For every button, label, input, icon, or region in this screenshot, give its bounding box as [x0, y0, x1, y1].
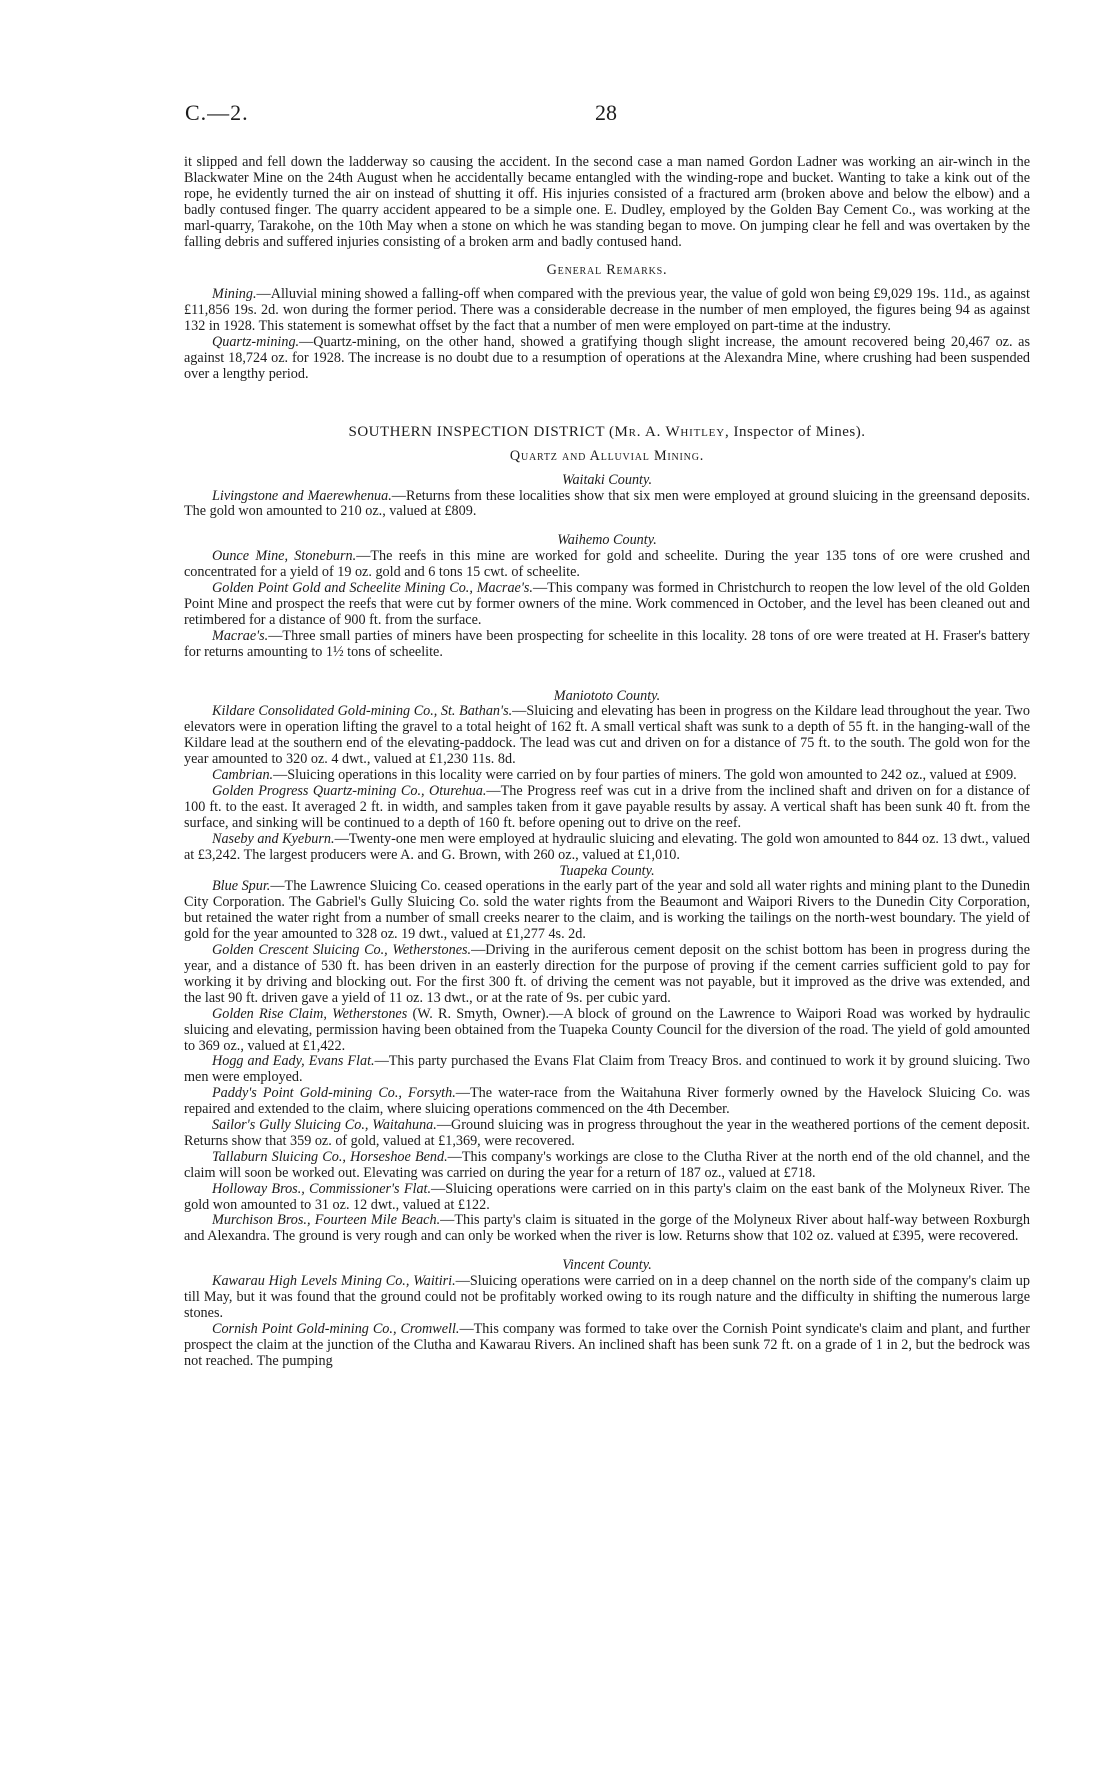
paragraph: Sailor's Gully Sluicing Co., Waitahuna.—Ground sluicing was in progress throughout the year in the weathered portions of the cement deposit. Returns show that 359 oz. of gold, valued at £1,369, were recovered. — [184, 1117, 1030, 1149]
entry-text: —Alluvial mining showed a falling-off when compared with the previous year, the value of gold won being £9,029 19s. 11d., as against £11,856 19s. 2d. won during the former period. There was a considerable decrease in the number of men employed, the figures being 94 as against 132 in 1928. This statement is somewhat offset by the fact that a number of men were employed on part-time at the industry. — [184, 286, 1030, 335]
paragraph: Golden Crescent Sluicing Co., Wetherstones.—Driving in the auriferous cement deposit on the schist bottom has been in progress during the year, and a distance of 530 ft. has been driven in an easterly direction for the purpose of proving if the cement carries sufficient gold to pay for working it by driving and blocking out. For the first 300 ft. of driving the cement was not payable, but it improved as the drive was extended, and the last 90 ft. driven gave a yield of 11 oz. 13 dwt., or at the rate of 9s. per cubic yard. — [184, 942, 1030, 1006]
county-heading-tuapeka: Tuapeka County. — [559, 862, 655, 879]
county-heading-vincent: Vincent County. — [562, 1257, 652, 1274]
paragraph: Kawarau High Levels Mining Co., Waitiri.—Sluicing operations were carried on in a deep channel on the north side of the company's claim up till May, but it was found that the ground could not be profitably worked owing to its rough nature and the difficulty in shifting the numerous large stones. — [184, 1273, 1030, 1321]
county-heading-maniototo: Maniototo County. — [553, 687, 661, 704]
entry-label: Mining. — [212, 286, 257, 303]
page-number: 28 — [595, 100, 617, 125]
paragraph: Paddy's Point Gold-mining Co., Forsyth.—The water-race from the Waitahuna River formerly owned by the Havelock Sluicing Co. was repaired and extended to the claim, where sluicing operations commenced on the 4th December. — [184, 1085, 1031, 1118]
paragraph: Hogg and Eady, Evans Flat.—This party purchased the Evans Flat Claim from Treacy Bros. and continued to work it by ground sluicing. Two men were employed. — [184, 1053, 1030, 1086]
county-heading-waitaki: Waitaki County. — [561, 471, 653, 488]
paragraph: Holloway Bros., Commissioner's Flat.—Sluicing operations were carried on in this party's claim on the east bank of the Molyneux River. The gold won amounted to 31 oz. 12 dwt., valued at £122. — [184, 1180, 1031, 1213]
paragraph: Golden Rise Claim, Wetherstones (W. R. Smyth, Owner).—A block of ground on the Lawrence to Waipori Road was worked by hydraulic sluicing and elevating, permission having been obtained from the Tuapeka County Council for the diversion of the road. The yield of gold amounted to 369 oz., valued at £1,422. — [184, 1005, 1031, 1054]
paragraph — [184, 335, 1030, 383]
paragraph: Tallaburn Sluicing Co., Horseshoe Bend.—This company's workings are close to the Clutha River at the north end of the old channel, and the claim will soon be worked out. Elevating was carried on during the year for a return of 187 oz., valued at £718. — [184, 1148, 1030, 1181]
district-subheading: Quartz and Alluvial Mining. — [509, 447, 705, 464]
paragraph: Golden Point Gold and Scheelite Mining Co., Macrae's.—This company was formed in Christchurch to reopen the low level of the old Golden Point Mine and prospect the reefs that were cut by former owners of the mine. Work commenced in October, and the level has been cleaned out and retimbered for a distance of 900 ft. from the surface. — [184, 580, 1031, 628]
section-heading-general-remarks: General Remarks. — [546, 262, 668, 279]
entry-label: Quartz-mining. — [212, 334, 300, 351]
paragraph: Kildare Consolidated Gold-mining Co., St. Bathan's.—Sluicing and elevating has been in progress on the Kildare lead throughout the year. Two elevators were in operation lifting the gravel to a total height of 162 ft. A small vertical shaft was sunk to a depth of 55 ft. in the hanging-wall of the Kildare lead at the southern end of the elevating-paddock. The lead was cut and driven on for a distance of 75 ft. to the south. The gold won for the year amounted to 320 oz. 4 dwt., valued at £1,230 11s. 8d. — [184, 703, 1030, 768]
entry-text: —Quartz-mining, on the other hand, showed a gratifying though slight increase, the amount recovered being 20,467 oz. as against 18,724 oz. for 1928. The increase is no doubt due to a resumption of operations at the Alexandra Mine, where crushing had been suspended over a lengthy period. — [184, 334, 1030, 382]
paragraph: Cambrian.—Sluicing operations in this locality were carried on by four parties of miners. The gold won amounted to 242 oz., valued at £909. — [212, 767, 1017, 784]
paragraph: Cornish Point Gold-mining Co., Cromwell.—This company was formed to take over the Cornish Point syndicate's claim and plant, and further prospect the claim at the junction of the Clutha and Kawarau Rivers. An inclined shaft has been sunk 72 ft. on a grade of 1 in 2, but the bedrock was not reached. The pumping — [184, 1320, 1030, 1369]
paragraph: Livingstone and Maerewhenua.—Returns from these localities show that six men were employed at ground sluicing in the greensand deposits. The gold won amounted to 210 oz., valued at £809. — [184, 487, 1031, 520]
county-heading-waihemo: Waihemo County. — [557, 532, 657, 549]
paragraph: Naseby and Kyeburn.—Twenty-one men were employed at hydraulic sluicing and elevating. The gold won amounted to 844 oz. 13 dwt., valued at £3,242. The largest producers were A. and G. Brown, with 260 oz., valued at £1,010. — [184, 830, 1030, 863]
paragraph: Golden Progress Quartz-mining Co., Oturehua.—The Progress reef was cut in a drive from the inclined shaft and driven on for a distance of 100 ft. to the east. It averaged 2 ft. in width, and samples taken from it gave payable results by assay. A vertical shaft has been sunk 40 ft. from the surface, and sinking will be continued to a depth of 160 ft. before opening out to drive on the reef. — [184, 783, 1030, 831]
paragraph: it slipped and fell down the ladderway so causing the accident. In the second case a man named Gordon Ladner was working an air-winch in the Blackwater Mine on the 24th August when he accidentally became entangled with the winding-rope and bucket. Wanting to take a kink out of the rope, he evidently turned the air on instead of shutting it off. His injuries consisted of a fractured arm (broken above and below the elbow) and a badly contused finger. The quarry accident appeared to be a simple one. E. Dudley, employed by the Golden Bay Cement Co., was working at the marl-quarry, Tarakohe, on the 10th May when a stone on which he was standing began to move. On jumping clear he fell and was overtaken by the falling debris and suffered injuries consisting of a broken arm and badly contused hand. — [184, 154, 1030, 250]
body-text — [184, 155, 1030, 1370]
paragraph — [184, 287, 1030, 335]
report-code: C.—2. — [185, 100, 249, 125]
district-heading: SOUTHERN INSPECTION DISTRICT (Mr. A. Whitley, Inspector of Mines). — [348, 423, 866, 440]
paragraph: Murchison Bros., Fourteen Mile Beach.—This party's claim is situated in the gorge of the Molyneux River about half-way between Roxburgh and Alexandra. The ground is very rough and can only be worked when the river is low. Returns show that 102 oz. valued at £395, were recovered. — [184, 1212, 1030, 1245]
paragraph: Macrae's.—Three small parties of miners have been prospecting for scheelite in this locality. 28 tons of ore were treated at H. Fraser's battery for returns amounting to 1½ tons of scheelite. — [184, 627, 1030, 660]
paragraph: Ounce Mine, Stoneburn.—The reefs in this mine are worked for gold and scheelite. During the year 135 tons of ore were crushed and concentrated for a yield of 19 oz. gold and 6 tons 15 cwt. of scheelite. — [184, 548, 1030, 581]
paragraph: Blue Spur.—The Lawrence Sluicing Co. ceased operations in the early part of the year and sold all water rights and mining plant to the Dunedin City Corporation. The Gabriel's Gully Sluicing Co. sold the water rights from the Beaumont and Waipori Rivers to the Dunedin City Corporation, but retained the water right from a number of small creeks nearer to the claim, and is working the tailings on the north-west boundary. The yield of gold for the year amounted to 328 oz. 19 dwt., valued at £1,277 4s. 2d. — [184, 878, 1030, 943]
